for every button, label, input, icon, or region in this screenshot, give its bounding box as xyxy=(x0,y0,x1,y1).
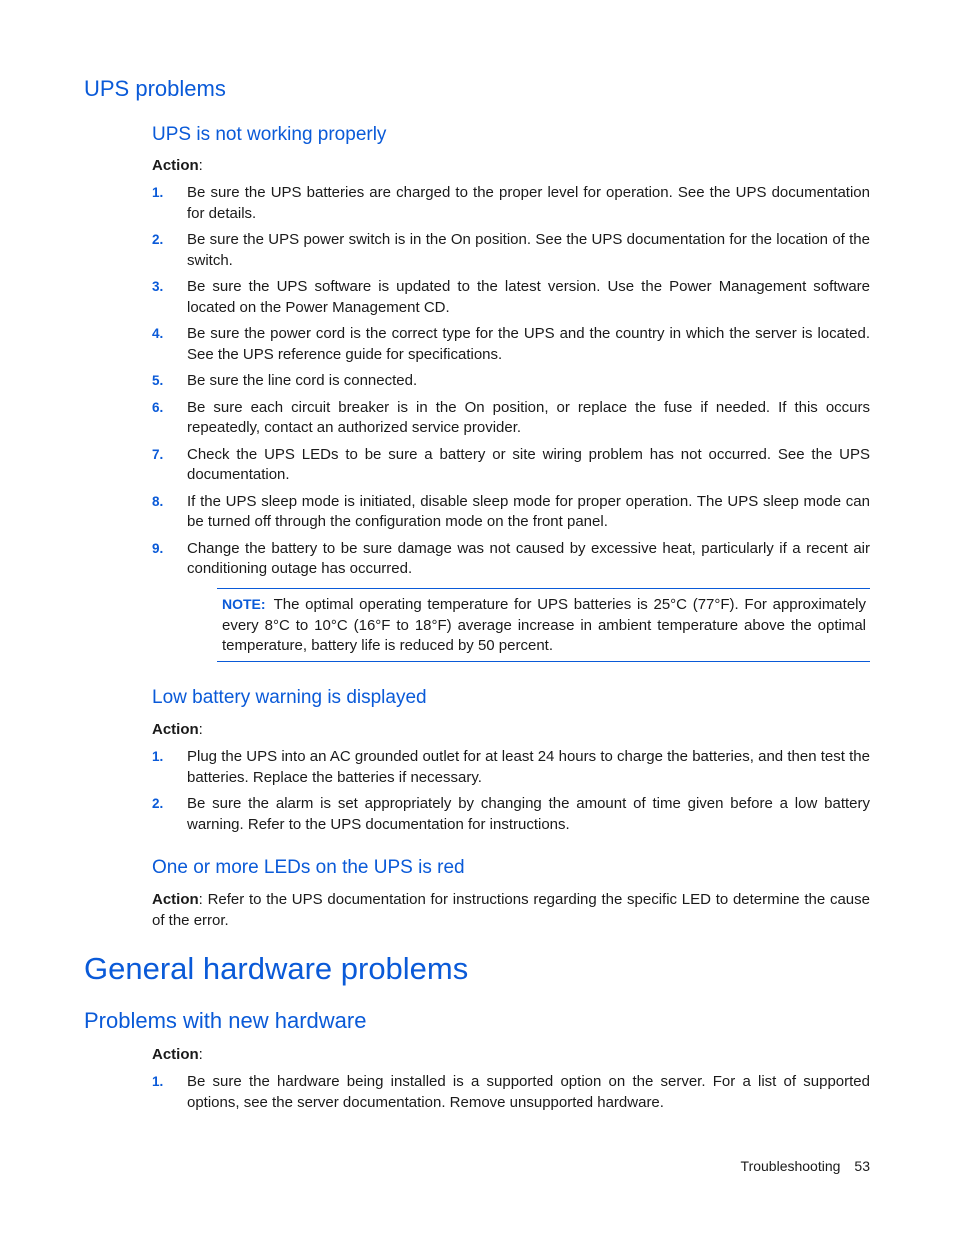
list-item xyxy=(152,492,870,533)
action-paragraph xyxy=(152,890,870,931)
step-number: 1. xyxy=(152,749,164,764)
note-box xyxy=(217,588,870,662)
step-number: 7. xyxy=(152,446,164,462)
step-text: Check the UPS LEDs to be sure a battery or site wiring problem has not occurred. See the UPS documentation. xyxy=(187,445,870,483)
step-text: Be sure the power cord is the correct type for the UPS and the country in which the server is located. See the UPS reference guide for specifications. xyxy=(187,325,870,363)
step-text: Change the battery to be sure damage was not caused by excessive heat, particularly if a recent air conditioning outage has occurred. xyxy=(187,539,870,577)
step-text: Plug the UPS into an AC grounded outlet for at least 24 hours to charge the batteries, and then test the batteries. Replace the batteries if necessary. xyxy=(187,748,870,786)
page-number: 53 xyxy=(854,1158,870,1174)
subheading-ups-not-working: UPS is not working properly xyxy=(152,124,387,145)
page-footer xyxy=(741,1158,870,1174)
list-item xyxy=(152,1072,870,1113)
step-text: Be sure the alarm is set appropriately by changing the amount of time given before a low battery warning. Refer to the UPS documentation for instructions. xyxy=(187,795,870,833)
action-label: Action: xyxy=(152,1046,203,1063)
list-item xyxy=(152,445,870,486)
steps-list-new-hardware xyxy=(152,1072,870,1113)
step-text: Be sure the UPS software is updated to the latest version. Use the Power Management software located on the Power Management CD. xyxy=(187,278,870,316)
subheading-low-battery: Low battery warning is displayed xyxy=(152,687,427,708)
footer-section-name: Troubleshooting xyxy=(740,1158,841,1174)
step-text: Be sure the line cord is connected. xyxy=(187,372,418,389)
step-number: 2. xyxy=(152,796,164,811)
action-label: Action: xyxy=(152,157,203,174)
step-text: Be sure the UPS batteries are charged to the proper level for operation. See the UPS documentation for details. xyxy=(187,184,870,222)
list-item xyxy=(152,230,870,271)
list-item xyxy=(152,539,870,580)
section-heading-ups-problems: UPS problems xyxy=(84,76,226,101)
list-item xyxy=(152,277,870,318)
list-item xyxy=(152,183,870,224)
step-number: 9. xyxy=(152,540,164,556)
note-label: NOTE: xyxy=(222,596,266,612)
steps-list-ups-not-working xyxy=(152,183,870,580)
step-text: Be sure the UPS power switch is in the On position. See the UPS documentation for the location of the switch. xyxy=(187,231,870,269)
action-label: Action xyxy=(152,891,199,908)
steps-list-low-battery xyxy=(152,747,870,835)
step-text: Be sure the hardware being installed is a supported option on the server. For a list of supported options, see the server documentation. Remove unsupported hardware. xyxy=(187,1073,870,1111)
step-number: 1. xyxy=(152,1074,164,1089)
step-text: If the UPS sleep mode is initiated, disable sleep mode for proper operation. The UPS sleep mode can be turned off through the configuration mode on the front panel. xyxy=(187,492,870,530)
step-number: 6. xyxy=(152,399,164,415)
step-number: 2. xyxy=(152,232,164,247)
subheading-leds-red: One or more LEDs on the UPS is red xyxy=(152,857,465,878)
step-text: Be sure each circuit breaker is in the On position, or replace the fuse if needed. If this occurs repeatedly, contact an authorized service provider. xyxy=(187,398,870,436)
action-text: : Refer to the UPS documentation for instructions regarding the specific LED to determine the cause of the error. xyxy=(152,891,870,929)
step-number: 3. xyxy=(152,279,164,294)
list-item xyxy=(152,398,870,439)
action-label: Action: xyxy=(152,721,203,738)
list-item xyxy=(152,747,870,788)
step-number: 1. xyxy=(152,185,164,200)
step-number: 4. xyxy=(152,326,164,341)
note-text: The optimal operating temperature for UPS batteries is 25°C (77°F). For approximately every 8°C to 10°C (16°F to 18°F) average increase in ambient temperature above the optimal temperature, battery life is reduced by 50 percent. xyxy=(222,596,866,654)
section-heading-new-hardware: Problems with new hardware xyxy=(84,1008,367,1033)
step-number: 8. xyxy=(152,493,164,509)
list-item xyxy=(152,371,870,392)
chapter-heading-general-hardware: General hardware problems xyxy=(84,951,469,986)
step-number: 5. xyxy=(152,373,164,388)
list-item xyxy=(152,794,870,835)
list-item xyxy=(152,324,870,365)
